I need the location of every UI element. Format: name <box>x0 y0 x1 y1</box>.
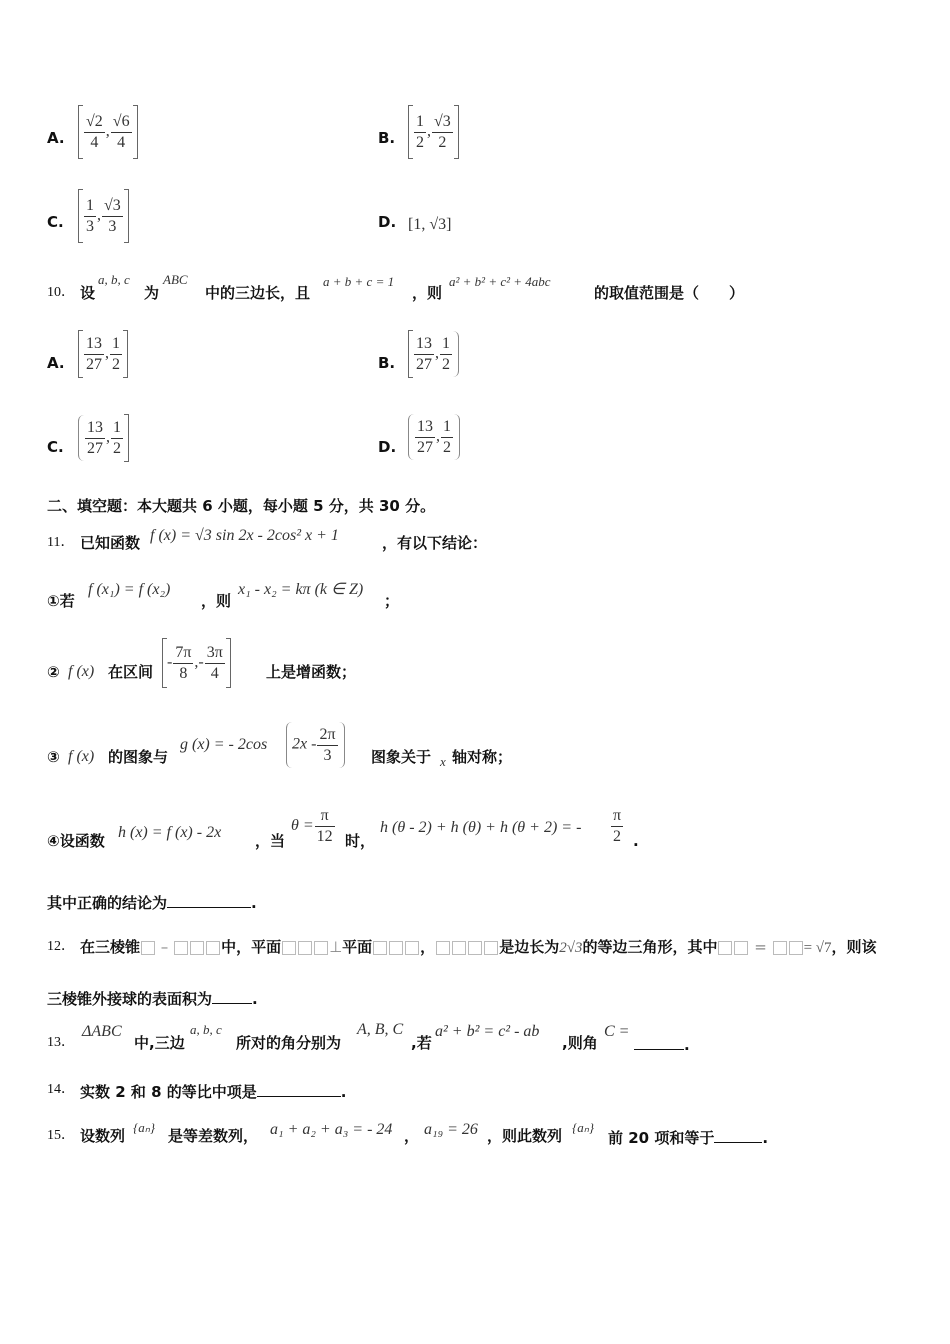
q12-line-2: 三棱锥外接球的表面积为 . <box>47 987 258 1009</box>
q9-option-d-letter: D. <box>378 213 397 231</box>
q11-text-1: 已知函数 <box>80 534 141 552</box>
q15-text-5: 前 20 项和等于 . <box>608 1126 768 1148</box>
q15-math-2: a₁ + a₂ + a₃ = - 24 <box>270 1121 393 1138</box>
q12-missing-glyph-icon <box>734 941 748 955</box>
q10-option-c-letter: C. <box>47 438 64 456</box>
q10-text-5: 的取值范围是（ ） <box>594 284 745 302</box>
q15-text-3: ， <box>404 1127 420 1145</box>
q10-option-b-letter: B. <box>378 354 396 372</box>
q10-text-1: 设 <box>80 284 96 302</box>
q12-number: 12． <box>47 939 75 954</box>
q10-option-c-expr: $\frac{13}{27}$ , $\frac{1}{2}$ <box>78 414 129 462</box>
q9-option-b-expr: $\frac{1}{2}$ , $\frac{√3}{2}$ <box>408 105 459 159</box>
q12-missing-glyph-icon <box>373 941 387 955</box>
q10-option-d-expr: $\frac{13}{27}$ , $\frac{1}{2}$ <box>408 414 460 460</box>
q11-text-2: ，有以下结论： <box>382 534 488 552</box>
q9-option-c-expr: $\frac{1}{3}$ , $\frac{√3}{3}$ <box>78 189 129 243</box>
q10-text-4: ，则 <box>412 284 443 302</box>
q12-missing-glyph-icon <box>314 941 328 955</box>
q11-s4-end: . <box>633 832 639 850</box>
q11-s3-arg: 2x - $\frac{2\pi}{3}$ <box>286 722 345 768</box>
q12-missing-glyph-icon <box>789 941 803 955</box>
q11-s4-theta: θ = $\frac{\pi}{12}$ <box>291 807 333 845</box>
q9-option-c-letter: C. <box>47 213 64 231</box>
q11-s4-text-1: ，当 <box>255 832 286 850</box>
q12-missing-glyph-icon <box>282 941 296 955</box>
q12-missing-glyph-icon <box>389 941 403 955</box>
q10-option-a-expr: $\frac{13}{27}$ , $\frac{1}{2}$ <box>78 330 128 378</box>
q10-text-2: 为 <box>144 284 160 302</box>
section-2-heading: 二、填空题：本大题共 6 小题，每小题 5 分，共 30 分。 <box>47 497 436 515</box>
q11-conclusion: 其中正确的结论为 . <box>47 891 257 913</box>
q9-option-d-expr: [1, √3] <box>408 216 452 233</box>
q10-option-b-expr: $\frac{13}{27}$ , $\frac{1}{2}$ <box>408 330 459 378</box>
q11-s3-text-2: 图象关于 <box>371 748 432 766</box>
q12-missing-glyph-icon <box>468 941 482 955</box>
q11-s3-label: ③ <box>47 748 60 766</box>
q15-math-1: {aₙ} <box>133 1120 156 1135</box>
q10-option-a-letter: A. <box>47 354 65 372</box>
q15-number: 15． <box>47 1128 75 1143</box>
q11-s1-end: ； <box>384 592 400 610</box>
q12-missing-glyph-icon <box>773 941 787 955</box>
q15-answer-blank[interactable] <box>714 1126 762 1143</box>
q13-answer-blank[interactable] <box>634 1033 684 1050</box>
q9-option-b-letter: B. <box>378 129 396 147</box>
q12-missing-glyph-icon <box>141 941 155 955</box>
q11-s2-text-2: 上是增函数； <box>266 663 357 681</box>
q13-answer: . <box>634 1033 690 1055</box>
q10-math-4: a² + b² + c² + 4abc <box>449 274 551 289</box>
q10-option-d-letter: D. <box>378 438 397 456</box>
q12-answer-blank[interactable] <box>212 987 252 1004</box>
q13-text-2: 所对的角分别为 <box>236 1034 342 1052</box>
q12-missing-glyph-icon <box>206 941 220 955</box>
q14-answer-blank[interactable] <box>257 1080 341 1097</box>
q11-s1-text: ，则 <box>201 592 232 610</box>
q11-s1-math-1: f (x₁) = f (x₂) <box>88 581 171 598</box>
q10-math-2: ABC <box>163 272 188 287</box>
q11-s2-label: ② <box>47 663 60 681</box>
q11-number: 11． <box>47 535 75 550</box>
q10-math-3: a + b + c = 1 <box>323 274 395 289</box>
q12-missing-glyph-icon <box>190 941 204 955</box>
q11-s3-g: g (x) = - 2cos <box>180 736 268 753</box>
q11-s4-value: $\frac{\pi}{2}$ <box>613 807 622 845</box>
q12-line-1: 在三棱锥 – 中，平面 ⊥平面 ， 是边长为2√3的等边三角形，其中 = = √7，则该 <box>80 938 877 956</box>
q13-number: 13． <box>47 1035 75 1050</box>
q15-math-3: a₁₉ = 26 <box>424 1121 478 1138</box>
q11-s3-text-3: 轴对称； <box>452 748 513 766</box>
q11-answer-blank[interactable] <box>167 891 251 908</box>
q15-text-4: ，则此数列 <box>487 1127 563 1145</box>
q12-missing-glyph-icon <box>436 941 450 955</box>
q15-text-2: 是等差数列， <box>168 1127 259 1145</box>
q12-missing-glyph-icon <box>298 941 312 955</box>
q11-s1-label: ①若 <box>47 592 75 610</box>
q11-s2-interval: - $\frac{7\pi}{8}$ ,- $\frac{3\pi}{4}$ <box>162 638 231 688</box>
q11-s3-math: f (x) <box>68 748 95 765</box>
q11-s4-expr: h (θ - 2) + h (θ) + h (θ + 2) = - <box>380 819 582 836</box>
q11-function: f (x) = √3 sin 2x - 2cos² x + 1 <box>150 527 339 544</box>
q13-math-5: C = <box>604 1023 630 1040</box>
q11-s4-label: ④设函数 <box>47 832 105 850</box>
q10-text-3: 中的三边长，且 <box>205 284 311 302</box>
q13-text-1: 中,三边 <box>134 1034 185 1052</box>
q11-s1-math-2: x₁ - x₂ = kπ (k ∈ Z) <box>238 581 364 598</box>
q11-s2-text-1: 在区间 <box>108 663 154 681</box>
q12-missing-glyph-icon <box>405 941 419 955</box>
q12-missing-glyph-icon <box>718 941 732 955</box>
q12-missing-glyph-icon <box>174 941 188 955</box>
q13-math-4: a² + b² = c² - ab <box>435 1023 540 1040</box>
q11-s2-math: f (x) <box>68 663 95 680</box>
q11-s4-h: h (x) = f (x) - 2x <box>118 824 222 841</box>
q11-s4-text-2: 时， <box>345 832 376 850</box>
q14-number: 14． <box>47 1082 75 1097</box>
q11-s3-text-1: 的图象与 <box>108 748 169 766</box>
q10-math-1: a, b, c <box>98 272 130 287</box>
q13-math-2: a, b, c <box>190 1022 222 1037</box>
q10-number: 10． <box>47 285 75 300</box>
q12-missing-glyph-icon <box>452 941 466 955</box>
q15-math-4: {aₙ} <box>572 1120 595 1135</box>
q11-s3-x: x <box>440 754 446 769</box>
q9-option-a-letter: A. <box>47 129 65 147</box>
q13-math-3: A, B, C <box>357 1021 404 1038</box>
q14-text: 实数 2 和 8 的等比中项是 . <box>80 1080 346 1102</box>
q13-math-1: ΔABC <box>82 1023 122 1040</box>
q15-text-1: 设数列 <box>80 1127 126 1145</box>
q12-missing-glyph-icon <box>484 941 498 955</box>
q13-text-3: ,若 <box>411 1034 432 1052</box>
q9-option-a-expr: $\frac{√2}{4}$ , $\frac{√6}{4}$ <box>78 105 138 159</box>
q13-text-4: ,则角 <box>562 1034 598 1052</box>
